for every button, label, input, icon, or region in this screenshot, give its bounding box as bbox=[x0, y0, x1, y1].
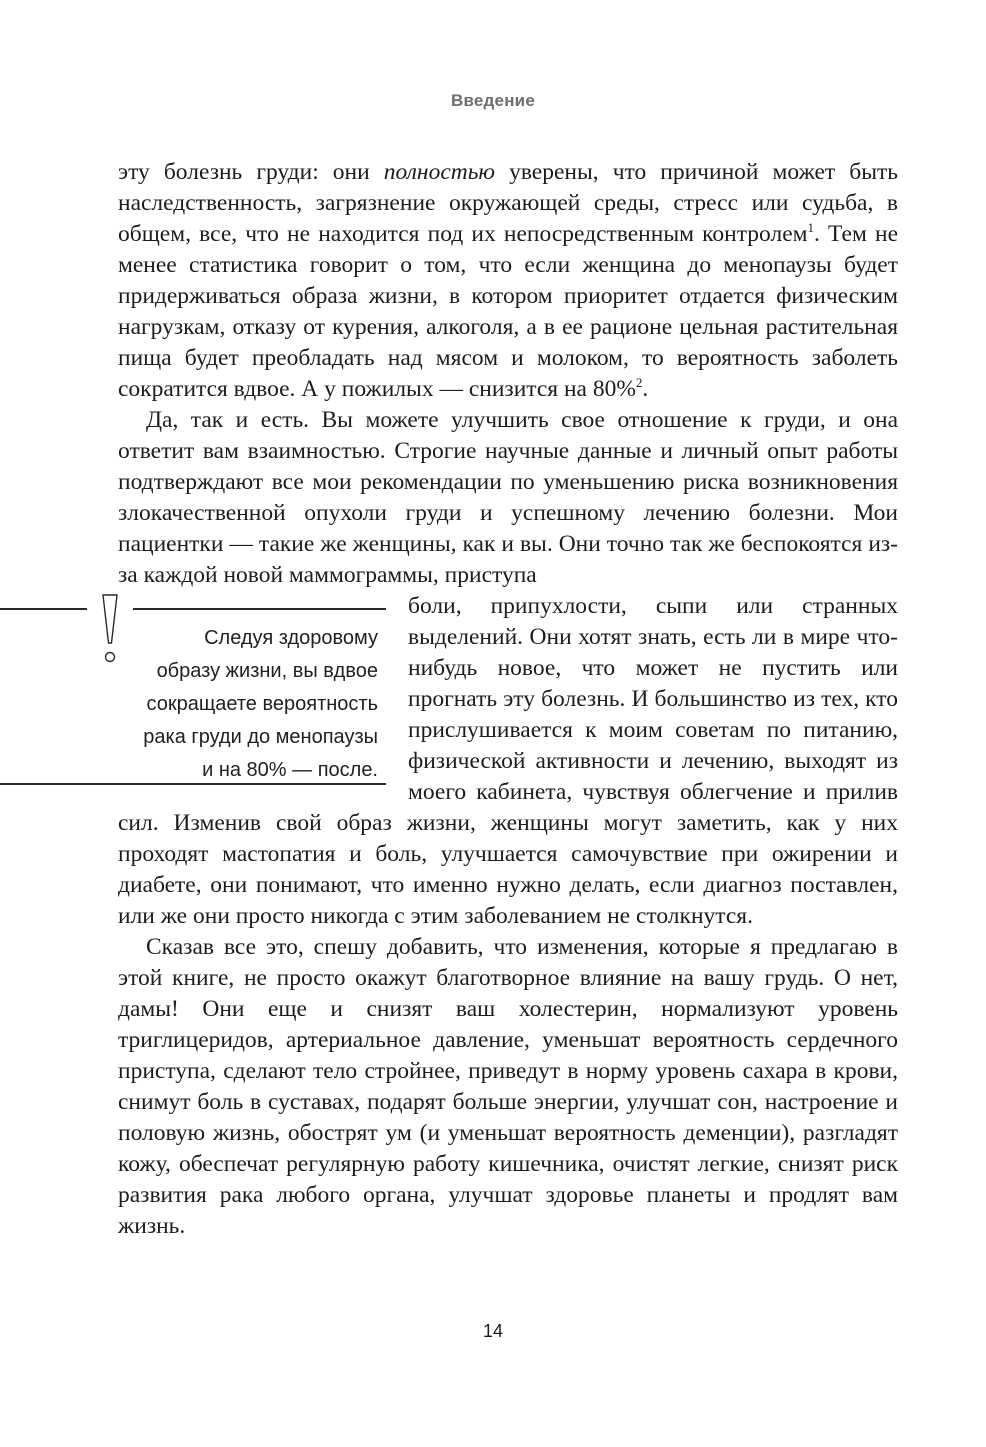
p1-part-c: . Тем не менее статистика говорит о том, что если женщина до менопаузы будет придерживаться образа жизни, в котором приоритет отдается физическим нагрузкам, отказу от курения, алкоголя, а в ее рационе цельная растительная пища будет преобладать над мясом и молоком, то вероятность заболеть сократится вдвое. А у пожилых — снизится на 80% bbox=[118, 221, 898, 402]
paragraph-1 bbox=[118, 157, 898, 405]
quote-line: сокращаете вероятность bbox=[146, 693, 378, 715]
sidebar-rule-right bbox=[133, 608, 386, 610]
footnote-ref-2: 2 bbox=[635, 375, 643, 390]
sidebar-rule-left bbox=[0, 608, 87, 610]
quote-line: рака груди до менопаузы bbox=[143, 726, 378, 748]
p1-part-d: . bbox=[642, 376, 649, 402]
footnote-ref-1: 1 bbox=[807, 220, 814, 235]
paragraph-2-continued: боли, припухлости, сыпи или странных выделений. Они хотят знать, есть ли в мире что-нибудь новое, что может не пустить или прогнать эту болезнь. И большинство из тех, кто прислушивается к моим советам по питанию, физической активности и лечению, выходят из моего кабинета, чувствуя облегчение и прилив сил. Изменив свой образ жизни, женщины могут заметить, как у них проходят мастопатия и боль, улучшается самочувствие при ожирении и диабете, они понимают, что именно нужно делать, если диагноз поставлен, или же они просто никогда с этим заболеванием не столкнутся. bbox=[118, 593, 898, 929]
paragraph-3: Сказав все это, спешу добавить, что изменения, которые я предлагаю в этой книге, не просто окажут благотворное влияние на вашу грудь. О нет, дамы! Они еще и снизят ваш холестерин, нормализуют уровень триглицеридов, артериальное давление, уменьшат вероятность сердечного приступа, сделают тело стройнее, приведут в норму уровень сахара в крови, снимут боль в суставах, подарят больше энергии, улучшат сон, настроение и половую жизнь, обострят ум (и уменьшат вероятность деменции), разгладят кожу, обеспечат регулярную работу кишечника, очистят легкие, снизят риск развития рака любого органа, улучшат здоровье планеты и продлят вам жизнь. bbox=[118, 934, 898, 1239]
quote-line: образу жизни, вы вдвое bbox=[156, 660, 378, 682]
p1-part-b: уверены, что причиной может быть наследственность, загрязнение окружающей среды, стресс или судьба, в общем, все, что не находится под их непосредственным контролем bbox=[118, 159, 898, 247]
page-number: 14 bbox=[482, 1321, 504, 1341]
quote-line: и на 80% — после. bbox=[202, 759, 378, 781]
paragraph-2-start: Да, так и есть. Вы можете улучшить свое отношение к груди, и она ответит вам взаимностью. Строгие научные данные и личный опыт работы подтверждают все мои рекомендации по уменьшению риска возникновения злокачественной опухоли груди и успешному лечению болезни. Мои пациентки — такие же женщины, как и вы. Они точно так же беспокоятся из-за каждой новой маммограммы, приступа bbox=[118, 407, 898, 588]
sidebar-rule-bottom bbox=[0, 783, 386, 785]
running-header: Введение bbox=[451, 91, 535, 110]
pull-quote-sidebar bbox=[0, 593, 386, 806]
body-text bbox=[118, 157, 898, 1242]
pull-quote-text bbox=[118, 622, 378, 787]
p1-part-a: эту болезнь груди: они bbox=[118, 159, 384, 185]
quote-line: Следуя здоровому bbox=[204, 627, 378, 649]
emphasis-text: полностью bbox=[383, 159, 496, 185]
